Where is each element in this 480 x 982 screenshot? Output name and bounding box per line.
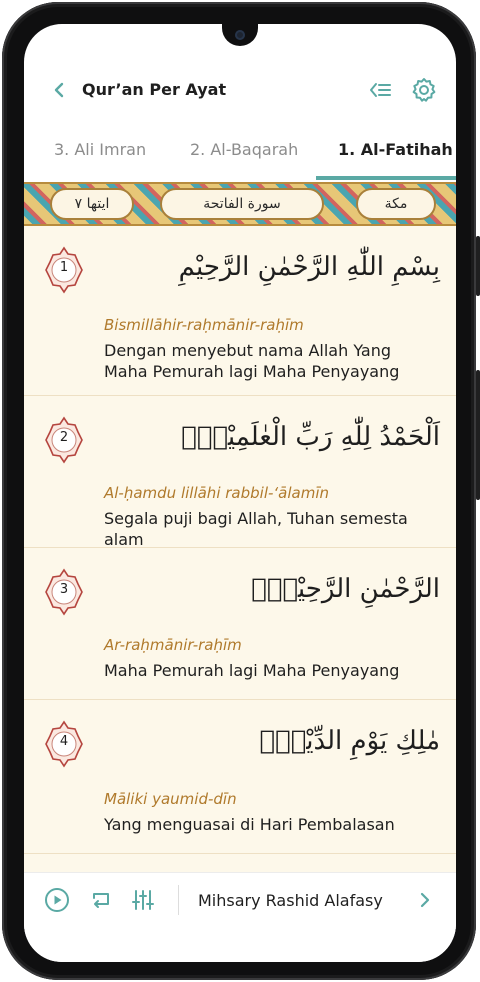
ayah-item[interactable] (24, 396, 456, 548)
surah-name-label: سورة الفاتحة (160, 188, 324, 220)
ayah-number: 1 (59, 260, 69, 275)
ayah-item[interactable] (24, 226, 456, 396)
translation-text: Dengan menyebut nama Allah Yang Maha Pemurah lagi Maha Penyayang (104, 341, 400, 381)
playlist-icon[interactable] (366, 76, 394, 104)
player-divider (178, 885, 179, 915)
ayah-number-badge (44, 246, 84, 294)
ayah-count-label: ايتها ٧ (50, 188, 134, 220)
play-icon[interactable] (44, 887, 70, 913)
audio-player-bar (24, 872, 456, 929)
reciter-name[interactable]: Mihsary Rashid Alafasy (198, 891, 383, 910)
tab-al-baqarah[interactable]: 2. Al-Baqarah (190, 140, 299, 159)
camera-notch (222, 24, 258, 46)
ayah-number-badge (44, 568, 84, 616)
transliteration-text: Māliki yaumid-dīn (104, 790, 237, 808)
settings-gear-icon[interactable] (410, 76, 438, 104)
phone-frame (2, 2, 476, 980)
transliteration-text: Ar-raḥmānir-raḥīm (104, 636, 242, 654)
ayah-item[interactable] (24, 700, 456, 854)
surah-header-banner (24, 182, 456, 226)
surah-tab-bar (24, 128, 456, 180)
bottom-safe-area (24, 928, 456, 962)
ayah-number: 2 (59, 430, 69, 445)
ayah-number: 4 (59, 734, 69, 749)
translation-text: Yang menguasai di Hari Pembalasan (104, 815, 395, 834)
ayah-list[interactable] (24, 226, 456, 872)
arabic-text: اَلْحَمْدُ لِلّٰهِ رَبِّ الْعٰلَمِيْنَۙ (181, 422, 440, 452)
ayah-number-badge (44, 720, 84, 768)
front-camera (235, 30, 245, 40)
ayah-number: 3 (59, 582, 69, 597)
transliteration-text: Al-ḥamdu lillāhi rabbil-‘ālamīn (104, 484, 330, 502)
repeat-icon[interactable] (88, 887, 114, 913)
active-tab-indicator (316, 176, 456, 180)
transliteration-text: Bismillāhir-raḥmānir-raḥīm (104, 316, 304, 334)
revelation-place-label: مكة (356, 188, 436, 220)
ayah-item[interactable] (24, 548, 456, 700)
back-arrow-icon[interactable] (48, 78, 72, 102)
translation-text: Maha Pemurah lagi Maha Penyayang (104, 661, 400, 680)
tab-al-fatihah[interactable]: 1. Al-Fatihah (338, 140, 453, 159)
app-screen (24, 24, 456, 962)
translation-text: Segala puji bagi Allah, Tuhan semesta alam (104, 509, 408, 549)
ayah-number-badge (44, 416, 84, 464)
app-header (24, 72, 456, 108)
arabic-text: الرَّحْمٰنِ الرَّحِيْمِۙ (251, 574, 440, 604)
page-title: Qur’an Per Ayat (82, 80, 227, 99)
tab-ali-imran[interactable]: 3. Ali Imran (54, 140, 147, 159)
arabic-text: بِسْمِ اللّٰهِ الرَّحْمٰنِ الرَّحِيْمِ (178, 252, 440, 282)
arabic-text: مٰلِكِ يَوْمِ الدِّيْنِۗ (259, 726, 440, 756)
chevron-right-icon[interactable] (412, 887, 438, 913)
equalizer-icon[interactable] (130, 887, 156, 913)
